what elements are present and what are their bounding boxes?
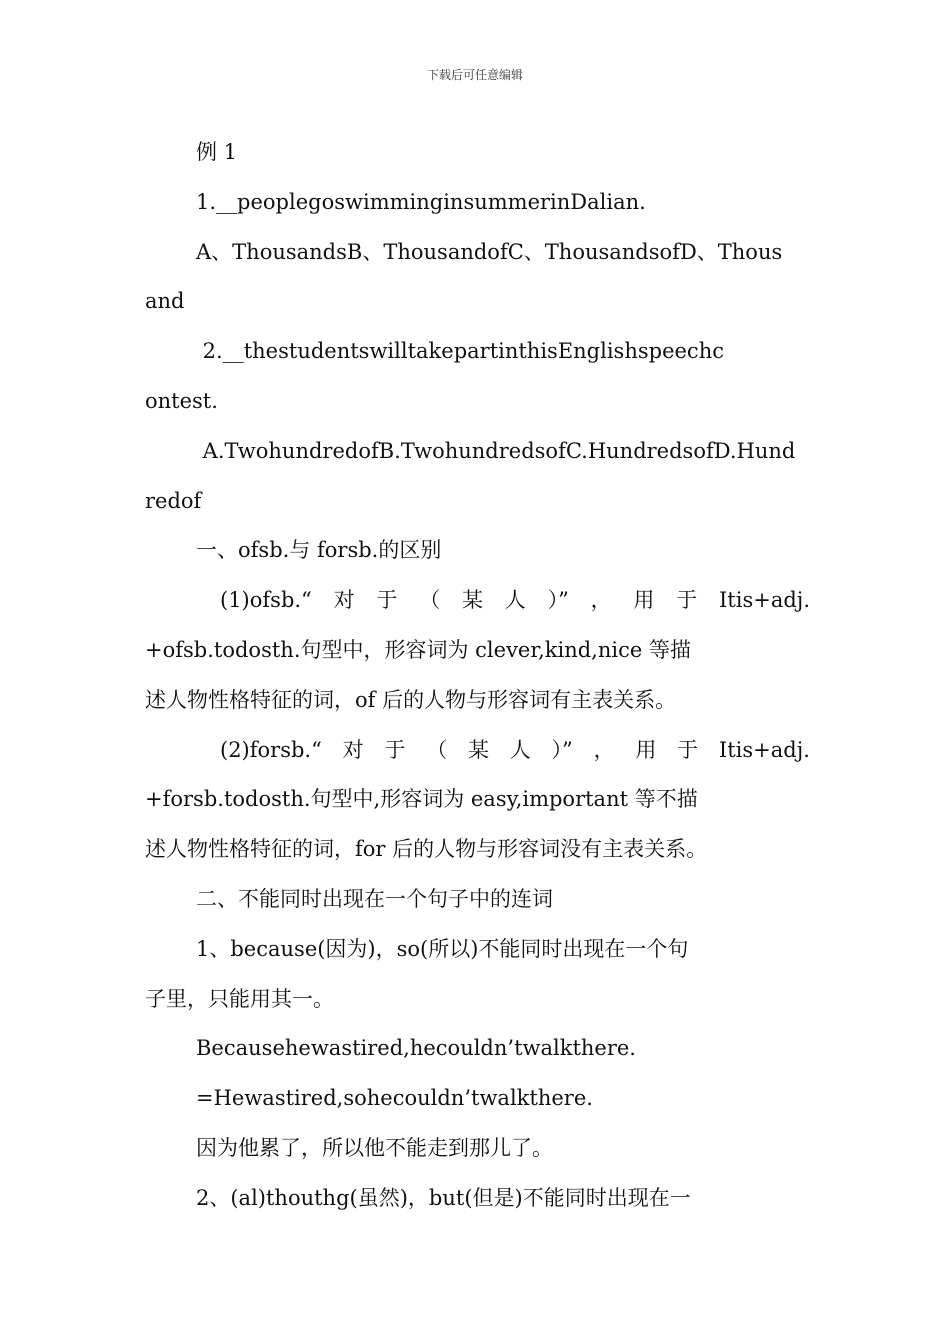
- jt: 对: [333, 588, 355, 613]
- jt: (2)forsb.“: [220, 737, 322, 762]
- jt: 某: [467, 737, 489, 762]
- jt: 某: [461, 588, 483, 613]
- section-1-title: 一、ofsb.与 forsb.的区别: [196, 538, 442, 563]
- section-2-item-1: 1、because(因为)，so(所以)不能同时出现在一个句: [196, 936, 689, 961]
- jt: ，: [593, 737, 615, 762]
- example-title: 例 1: [196, 140, 238, 164]
- jt: Itis+adj.: [719, 588, 810, 613]
- jt: 于: [384, 737, 406, 762]
- question-2-cont: ontest.: [145, 388, 218, 413]
- section-2-title: 二、不能同时出现在一个句子中的连词: [196, 886, 553, 911]
- question-1-options-cont: and: [145, 289, 185, 314]
- document-body: [145, 128, 810, 1224]
- jt: (1)ofsb.“: [220, 588, 312, 613]
- page-header: 下载后可任意编辑: [426, 68, 523, 82]
- example-translation: 因为他累了，所以他不能走到那儿了。: [196, 1135, 553, 1160]
- section-1-point-1-cont2: 述人物性格特征的词，of 后的人物与形容词有主表关系。: [145, 687, 677, 712]
- jt: 用: [635, 737, 657, 762]
- example-sentence-2: =Hewastired,sohecouldn’twalkthere.: [196, 1086, 593, 1111]
- jt: （: [419, 588, 441, 613]
- jt: 人: [509, 737, 531, 762]
- jt: （: [426, 737, 448, 762]
- jt: 对: [342, 737, 364, 762]
- section-1-point-1-cont: +ofsb.todosth.句型中，形容词为 clever,kind,nice 等描: [145, 637, 691, 662]
- section-2-item-2: 2、(al)thouthg(虽然)，but(但是)不能同时出现在一: [196, 1185, 691, 1210]
- section-1-point-2: [145, 726, 810, 776]
- jt: ，: [590, 588, 612, 613]
- section-2-item-1-cont: 子里，只能用其一。: [145, 986, 334, 1011]
- jt: Itis+adj.: [718, 737, 810, 762]
- jt: 于: [677, 737, 699, 762]
- question-2: 2.__thestudentswilltakepartinthisEnglishspeechc: [196, 339, 724, 364]
- section-1-point-2-cont: +forsb.todosth.句型中,形容词为 easy,important 等不描: [145, 787, 698, 812]
- section-1-point-2-cont2: 述人物性格特征的词，for 后的人物与形容词没有主表关系。: [145, 837, 708, 862]
- question-1: 1.__peoplegoswimminginsummerinDalian.: [196, 189, 646, 214]
- question-2-options: A.TwohundredofB.TwohundredsofC.HundredsofD.Hund: [196, 438, 796, 463]
- jt: 人: [504, 588, 526, 613]
- question-1-options: A、ThousandsB、ThousandofC、ThousandsofD、Thous: [196, 239, 783, 264]
- question-2-options-cont: redof: [145, 488, 202, 513]
- jt: 用: [633, 588, 655, 613]
- jt: 于: [376, 588, 398, 613]
- example-sentence-1: Becausehewastired,hecouldn’twalkthere.: [196, 1036, 636, 1061]
- section-1-point-1: [145, 576, 810, 626]
- jt: 于: [676, 588, 698, 613]
- jt: ）”: [551, 737, 573, 762]
- jt: ）”: [547, 588, 569, 613]
